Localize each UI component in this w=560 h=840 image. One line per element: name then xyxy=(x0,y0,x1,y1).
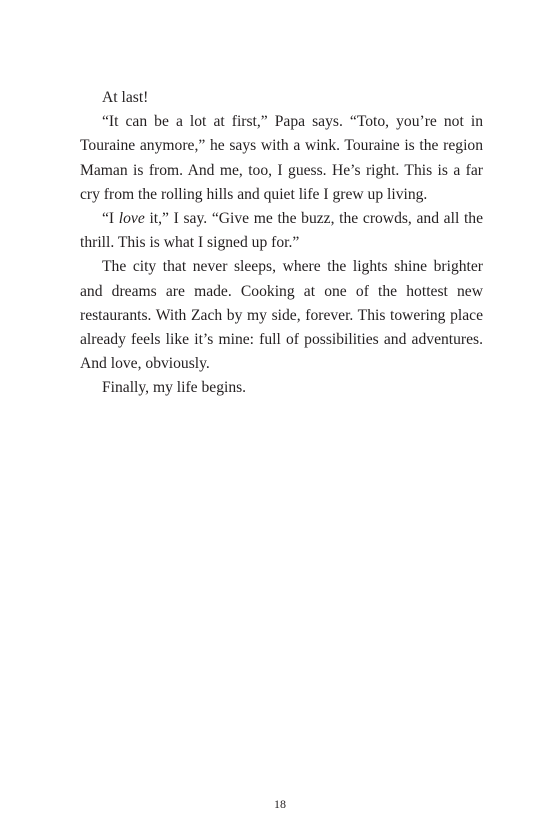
paragraph-4: The city that never sleeps, where the lights shine brighter and dreams are made. Cooking at one of the hottest new restaurants. With Zach by my side, forever. This towering place already feels like it’s mine: full of possibilities and adventures. And love, obviously. xyxy=(80,258,483,373)
emphasis-love: love xyxy=(118,210,145,228)
page-number: 18 xyxy=(274,797,286,811)
paragraph-1: At last! xyxy=(102,89,149,106)
paragraph-5: Finally, my life begins. xyxy=(102,379,247,397)
paragraph-2: “It can be a lot at first,” Papa says. “Toto, you’re not in Touraine anymore,” he says with a wink. Touraine is the region Maman is from. And me, too, I guess. He’s right. This is a far cry from the rolling hills and quiet life I grew up living. xyxy=(80,113,483,203)
paragraph-3: “I love it,” I say. “Give me the buzz, the crowds, and all the thrill. This is what I signed up for.” xyxy=(80,210,483,252)
page-body xyxy=(80,86,483,401)
